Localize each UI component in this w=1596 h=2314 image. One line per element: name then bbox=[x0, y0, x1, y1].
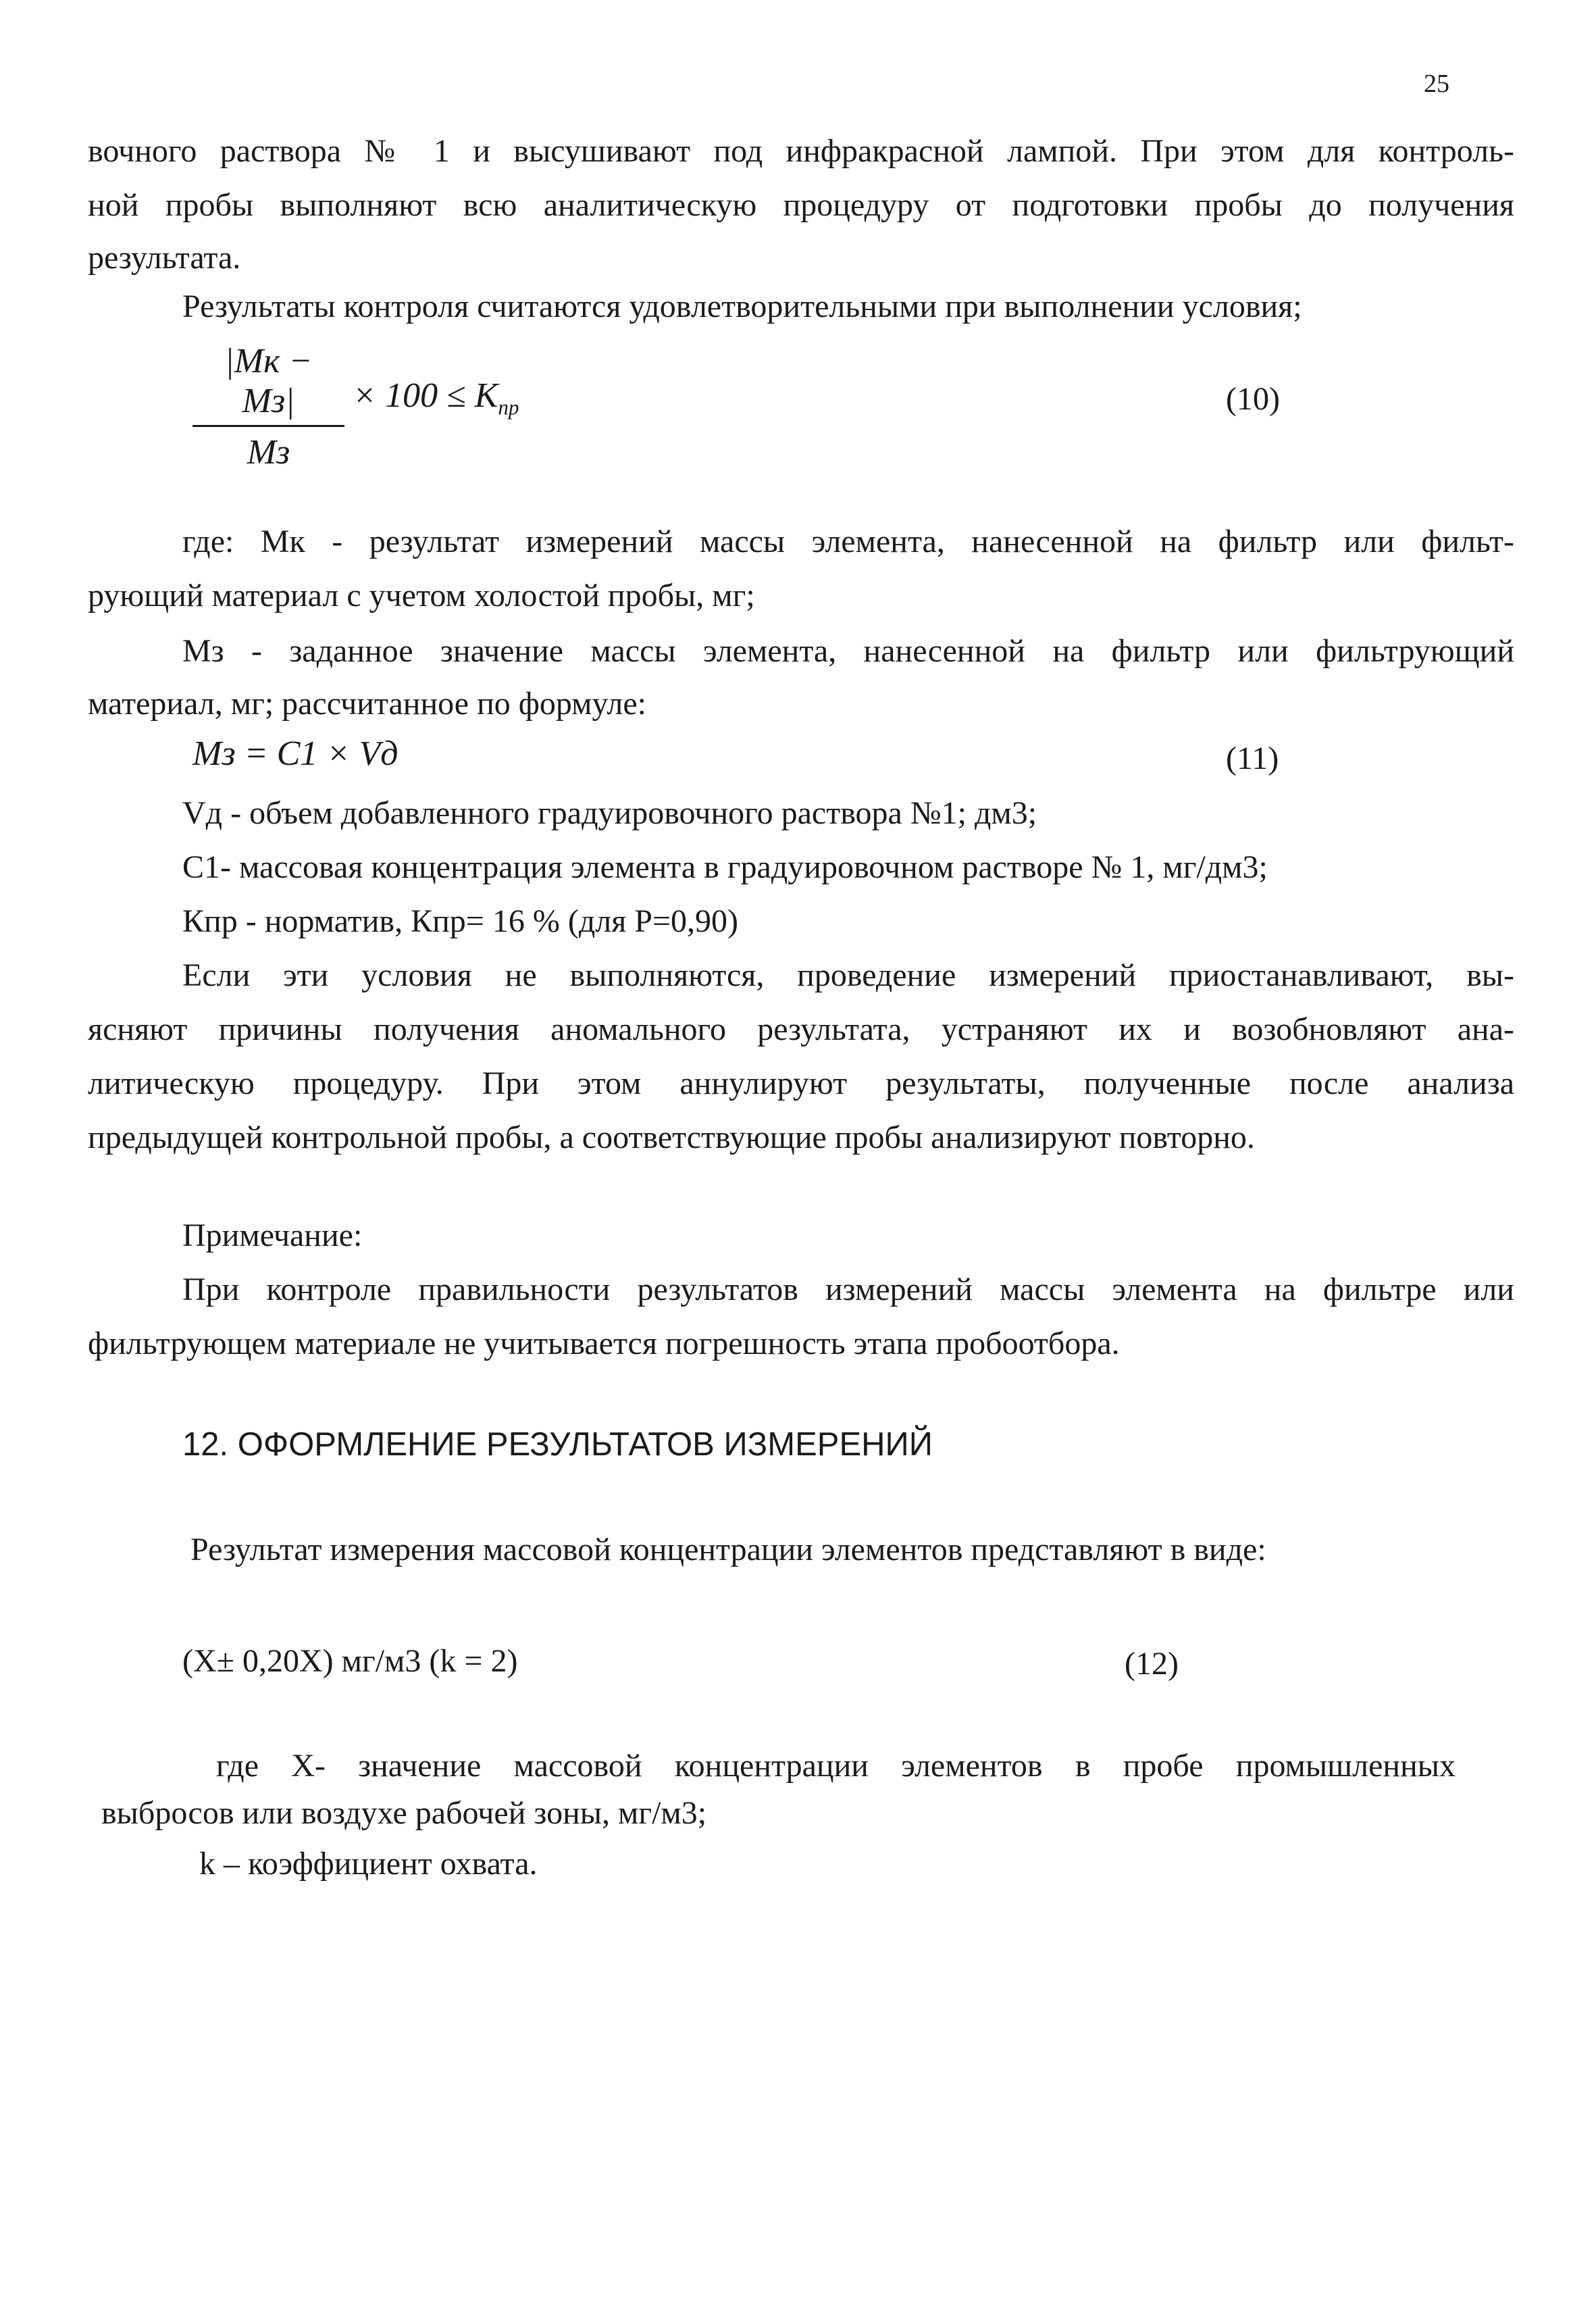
norm-definition: Кпр - норматив, Кпр= 16 % (для Р=0,90) bbox=[182, 903, 739, 939]
text-line: предыдущей контрольной пробы, а соответствующие пробы анализируют повторно. bbox=[88, 1120, 1255, 1155]
formula-12-number: (12) bbox=[1125, 1646, 1179, 1682]
text-line: При контроле правильности результатов измерений массы элемента на фильтре или bbox=[182, 1272, 1514, 1307]
formula-10-rest: × $100 \le K_{пр}$ bbox=[353, 376, 519, 420]
formula-10-number: (10) bbox=[1226, 381, 1280, 417]
note-title: Примечание: bbox=[182, 1217, 363, 1253]
formula-11: Mз = C1 × Vд bbox=[192, 734, 398, 773]
formula-10-numerator: |Mк − Mз| bbox=[224, 342, 313, 420]
text-line: литическую процедуру. При этом аннулируют результаты, полученные после анализа bbox=[88, 1065, 1514, 1101]
result-intro: Результат измерения массовой концентрации элементов представляют в виде: bbox=[190, 1532, 1266, 1567]
text-line: материал, мг; рассчитанное по формуле: bbox=[88, 686, 646, 722]
text-line: ясняют причины получения аномального результата, устраняют их и возобновляют ана- bbox=[88, 1011, 1514, 1047]
text-line: ной пробы выполняют всю аналитическую процедуру от подготовки пробы до получения bbox=[88, 187, 1514, 223]
vd-definition: Vд - объем добавленного градуировочного раствора №1; дм3; bbox=[182, 795, 1037, 831]
text-line: вочного раствора № 1 и высушивают под инфракрасной лампой. При этом для контроль- bbox=[88, 133, 1514, 169]
formula-10-fraction bbox=[192, 341, 344, 472]
c1-definition: С1- массовая концентрация элемента в градуировочном растворе № 1, мг/дм3; bbox=[182, 849, 1268, 885]
text-line: где X- значение массовой концентрации элементов в пробе промышленных bbox=[216, 1748, 1456, 1784]
text-line: Если эти условия не выполняются, проведение измерений приостанавливают, вы- bbox=[182, 957, 1514, 993]
page-number: 25 bbox=[1424, 70, 1449, 98]
section-heading: 12. ОФОРМЛЕНИЕ РЕЗУЛЬТАТОВ ИЗМЕРЕНИЙ bbox=[182, 1426, 933, 1463]
formula-10-denominator: Mз bbox=[247, 433, 290, 472]
text-line: фильтрующем материале не учитывается погрешность этапа пробоотбора. bbox=[88, 1326, 1120, 1361]
text-line: результата. bbox=[88, 240, 241, 276]
text-line: где: Мк - результат измерений массы элемента, нанесенной на фильтр или фильт- bbox=[182, 524, 1514, 559]
text-line: рующий материал с учетом холостой пробы, мг; bbox=[88, 578, 755, 613]
text-line: выбросов или воздухе рабочей зоны, мг/м3; bbox=[101, 1795, 707, 1831]
text-line: Мз - заданное значение массы элемента, нанесенной на фильтр или фильтрующий bbox=[182, 633, 1514, 669]
formula-11-number: (11) bbox=[1226, 740, 1279, 776]
condition-intro: Результаты контроля считаются удовлетворительными при выполнении условия; bbox=[182, 288, 1302, 324]
formula-12: (X± 0,20X) мг/м3 (k = 2) bbox=[182, 1643, 518, 1679]
k-definition: k – коэффициент охвата. bbox=[199, 1846, 538, 1882]
